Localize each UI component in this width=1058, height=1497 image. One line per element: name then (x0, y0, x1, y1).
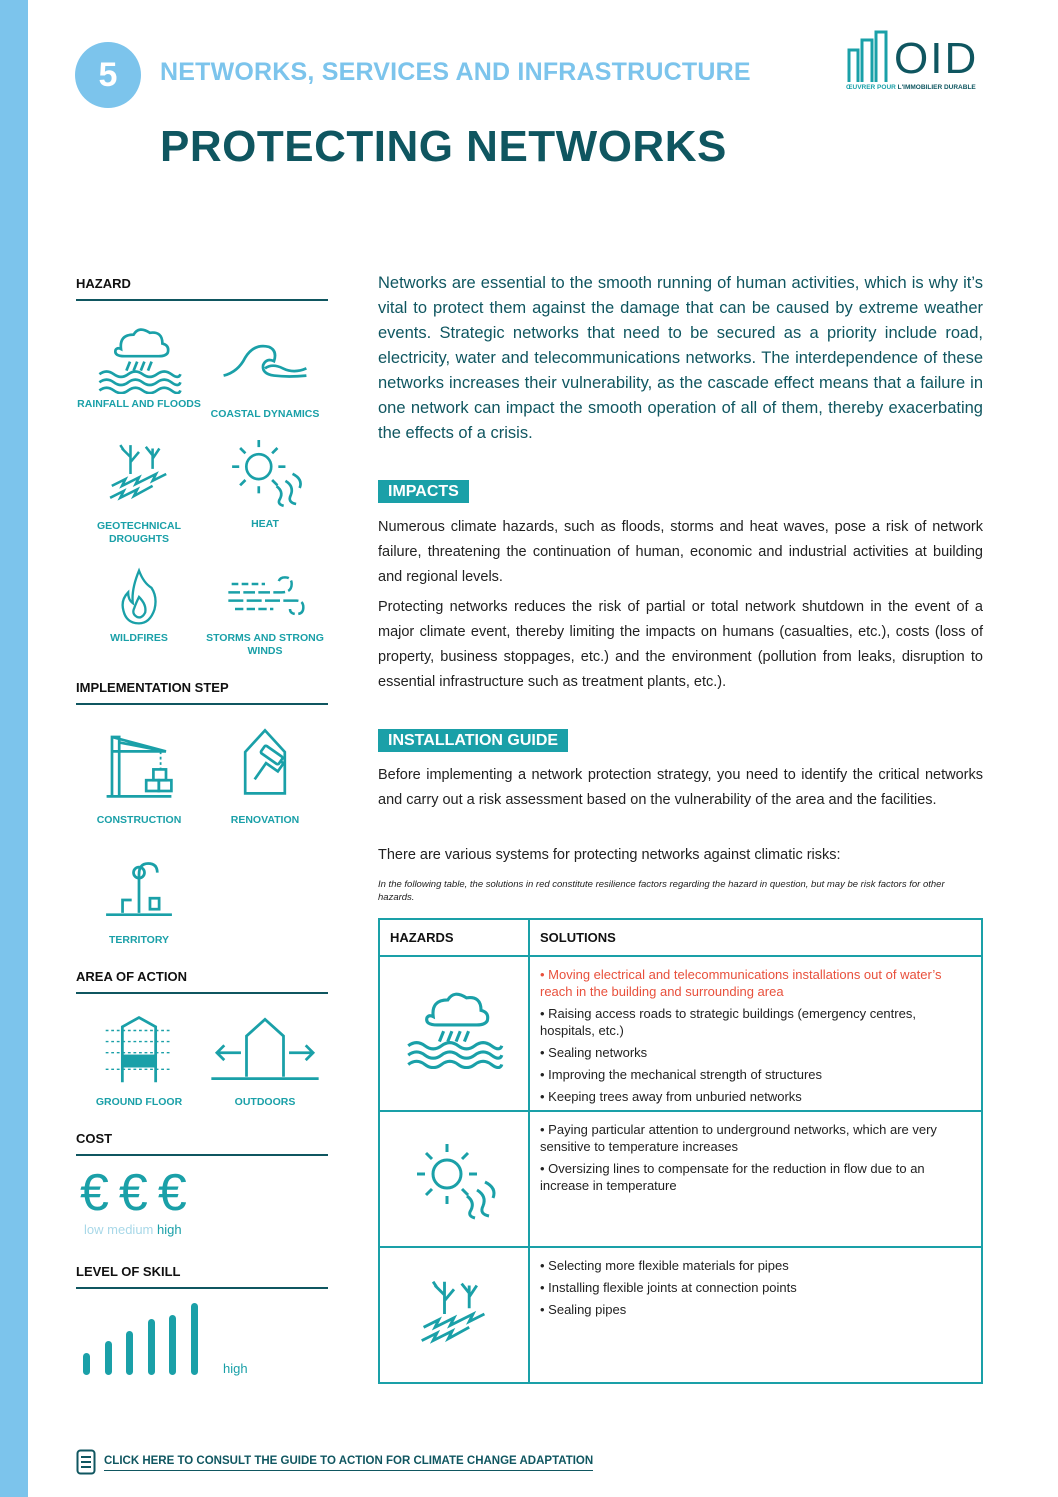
guide-paragraph-2: There are various systems for protecting networks against climatic risks: (378, 847, 841, 863)
guide-paragraph-1: Before implementing a network protection strategy, you need to identify the critical networks and carry out a risk assessment based on the vulnerability of the area and the facilities. (378, 767, 983, 808)
area-ground-floor (76, 1012, 202, 1109)
document-icon (76, 1449, 96, 1475)
streetlamp-icon (99, 858, 179, 922)
solution-item: • Installing flexible joints at connection points (540, 1280, 797, 1295)
hazard-coastal-dynamics (202, 336, 328, 421)
hazard-storms-winds (202, 574, 328, 658)
solutions-cell (529, 1111, 982, 1247)
building-logo-icon (846, 30, 890, 84)
solutions-list (530, 1248, 981, 1318)
skill-bar (126, 1331, 133, 1375)
skill-heading: LEVEL OF SKILL (76, 1264, 328, 1289)
oid-logo (846, 30, 986, 96)
table-header-row (379, 919, 982, 956)
logo-tagline (846, 84, 976, 91)
hazard-label: STORMS AND STRONG WINDS (206, 632, 324, 657)
hazard-label: RAINFALL AND FLOODS (77, 398, 201, 410)
ground-floor-icon (102, 1012, 176, 1086)
chapter-number-badge: 5 (75, 42, 141, 108)
cost-scale (84, 1222, 182, 1237)
area-heading: AREA OF ACTION (76, 969, 328, 994)
hazard-geotechnical-droughts (76, 440, 202, 546)
skill-bar (169, 1315, 176, 1375)
solutions-list (530, 1112, 981, 1194)
step-label: RENOVATION (230, 814, 300, 826)
table-note: In the following table, the solutions in red constitute resilience factors regarding the hazard in question, but may be risk factors for other hazards. (378, 879, 945, 903)
sun-heat-icon (225, 436, 305, 508)
wind-icon (223, 574, 307, 624)
hazard-heat (202, 436, 328, 531)
area-outdoors (202, 1012, 328, 1109)
rain-flood-icon (94, 322, 184, 394)
step-label: CONSTRUCTION (96, 814, 182, 826)
hazard-label: COASTAL DYNAMICS (210, 408, 320, 420)
page-title: PROTECTING NETWORKS (160, 122, 727, 171)
euro-icon: € (157, 1164, 187, 1222)
euro-icon: € (118, 1164, 148, 1222)
solution-item: • Sealing pipes (540, 1302, 627, 1317)
solution-item: • Raising access roads to strategic buildings (emergency centres, hospitals, etc.) (540, 1006, 916, 1038)
solution-item: • Sealing networks (540, 1045, 648, 1060)
skill-bar (148, 1319, 155, 1375)
skill-bar (191, 1303, 198, 1375)
step-territory (76, 858, 202, 947)
flame-icon (115, 566, 163, 628)
solution-item: • Keeping trees away from unburied networks (540, 1089, 802, 1104)
solution-item: • Moving electrical and telecommunications installations out of water’s reach in the building and surrounding area (540, 967, 942, 999)
solutions-cell (529, 1247, 982, 1383)
impacts-heading: IMPACTS (378, 480, 469, 503)
hazard-label: HEAT (251, 518, 279, 530)
impacts-paragraph-2: Protecting networks reduces the risk of partial or total network shutdown in the event of a major climate event, thereby limiting the impacts on humans (casualties, etc.), costs (loss of property, business stoppages, etc.) and the environment (pollution from leaks, disruption to essential infrastructure such as treatment plants, etc.). (378, 599, 983, 690)
hazard-label: GEOTECHNICAL DROUGHTS (97, 520, 181, 545)
solution-item: • Improving the mechanical strength of structures (540, 1067, 823, 1082)
area-label: GROUND FLOOR (95, 1096, 183, 1108)
cost-heading: COST (76, 1131, 328, 1156)
drought-icon (105, 440, 173, 508)
solutions-column-header: SOLUTIONS (529, 919, 982, 956)
table-row (379, 1111, 982, 1247)
skill-bars (80, 1303, 210, 1375)
crane-icon (103, 728, 175, 800)
hazards-column-header: HAZARDS (379, 919, 529, 956)
euro-icon: € (80, 1164, 109, 1222)
cost-euros (80, 1163, 187, 1223)
rain-flood-icon (402, 985, 506, 1069)
hazard-cell (379, 956, 529, 1111)
solutions-list (530, 957, 981, 1105)
step-renovation (202, 724, 328, 827)
guide-link[interactable] (76, 1449, 593, 1475)
logo-tagline-dark: L'IMMOBILIER DURABLE (897, 84, 976, 91)
guide-link-text[interactable]: CLICK HERE TO CONSULT THE GUIDE TO ACTION FOR CLIMATE CHANGE ADAPTATION (104, 1455, 593, 1471)
table-row (379, 956, 982, 1111)
cost-medium: medium (107, 1222, 154, 1237)
solution-item: • Paying particular attention to underground networks, which are very sensitive to temperature increases (540, 1122, 937, 1154)
implementation-heading: IMPLEMENTATION STEP (76, 680, 328, 705)
solution-item: • Selecting more flexible materials for pipes (540, 1258, 789, 1273)
solutions-cell (529, 956, 982, 1111)
skill-bar (83, 1353, 90, 1375)
sun-heat-icon (409, 1140, 499, 1220)
chapter-title: NETWORKS, SERVICES AND INFRASTRUCTURE (160, 58, 751, 86)
logo-tagline-light: ŒUVRER POUR (846, 84, 896, 91)
wave-icon (220, 336, 310, 390)
solutions-table (378, 918, 983, 1384)
drought-icon (416, 1276, 492, 1352)
table-row (379, 1247, 982, 1383)
solution-item: • Oversizing lines to compensate for the reduction in flow due to an increase in temperature (540, 1161, 925, 1193)
paint-roller-icon (238, 724, 292, 798)
skill-level-label: high (223, 1361, 248, 1376)
cost-low: low (84, 1222, 104, 1237)
hazard-cell (379, 1111, 529, 1247)
area-label: OUTDOORS (234, 1096, 296, 1108)
hazard-heading: HAZARD (76, 276, 328, 301)
step-construction (76, 728, 202, 827)
hazard-rainfall-floods (76, 322, 202, 411)
outdoors-icon (208, 1012, 322, 1086)
intro-paragraph: Networks are essential to the smooth running of human activities, which is why it’s vital to protect them against the damage that can be caused by extreme weather events. Strategic networks that need to be secured as a priority include road, electricity, water and telecommunications networks. The interdependence of these networks increases their vulnerability, as the cascade effect means that a failure in one network can impact the smooth operation of all of them, thereby exacerbating the effects of a crisis. (378, 274, 983, 442)
impacts-paragraph-1: Numerous climate hazards, such as floods, storms and heat waves, pose a risk of network failure, threatening the continuation of human, economic and industrial activities at building and regional levels. (378, 519, 983, 585)
hazard-cell (379, 1247, 529, 1383)
left-accent-bar (0, 0, 28, 1497)
step-label: TERRITORY (108, 934, 170, 946)
skill-bar (105, 1341, 112, 1375)
hazard-wildfires (76, 566, 202, 645)
installation-guide-heading: INSTALLATION GUIDE (378, 729, 568, 752)
hazard-label: WILDFIRES (110, 632, 168, 644)
logo-wordmark: OID (894, 34, 979, 83)
cost-high: high (157, 1222, 182, 1237)
